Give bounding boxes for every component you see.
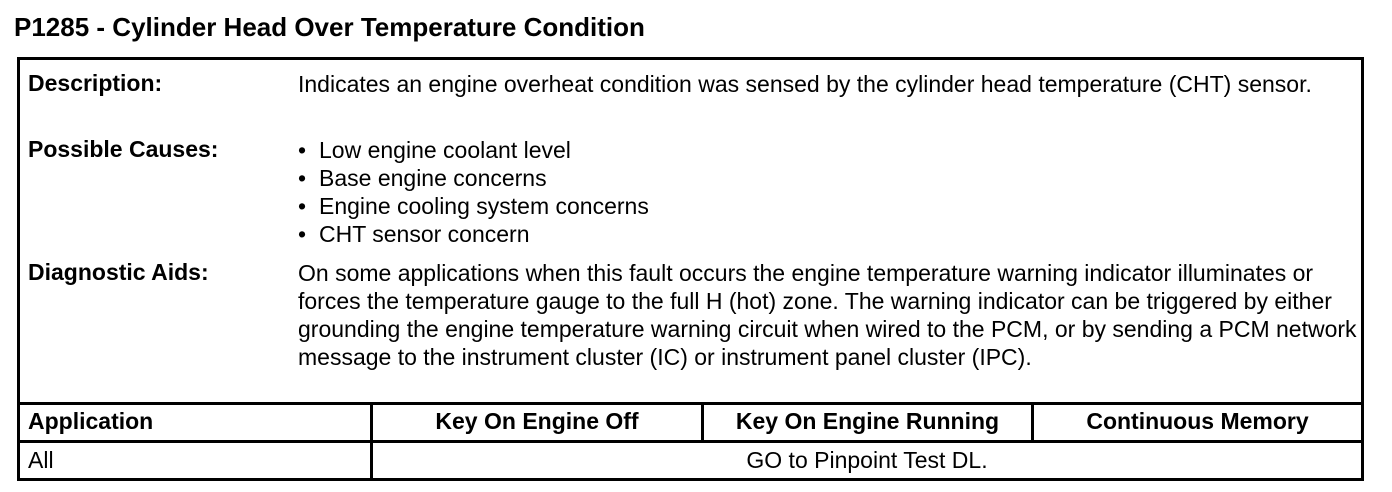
page-title: P1285 - Cylinder Head Over Temperature Condition <box>14 12 645 42</box>
dtc-info-box <box>17 57 1364 481</box>
diagnostic-aids-label: Diagnostic Aids: <box>28 259 209 285</box>
bullet-icon: • <box>298 193 307 219</box>
description-text: Indicates an engine overheat condition was sensed by the cylinder head temperature (CHT) sensor. <box>298 71 1312 97</box>
header-key-on-engine-running: Key On Engine Running <box>735 408 1000 434</box>
list-item: • Low engine coolant level <box>298 137 571 163</box>
diagnostic-aids-text: On some applications when this fault occurs the engine temperature warning indicator illuminates or forces the temperature gauge to the full H (hot) zone. The warning indicator can be triggered by either grounding the engine temperature warning circuit when wired to the PCM, or by sending a PCM network message to the instrument cluster (IC) or instrument panel cluster (IPC). <box>298 260 1357 370</box>
bullet-icon: • <box>298 165 307 191</box>
list-item: • Engine cooling system concerns <box>298 193 649 219</box>
header-application: Application <box>28 408 154 434</box>
possible-causes-list <box>298 136 1358 248</box>
header-key-on-engine-off: Key On Engine Off <box>435 408 639 434</box>
cell-action: GO to Pinpoint Test DL. <box>746 447 988 473</box>
description-label: Description: <box>28 70 163 96</box>
bullet-icon: • <box>298 221 307 247</box>
table-divider-mid <box>20 440 1361 443</box>
header-continuous-memory: Continuous Memory <box>1086 408 1309 434</box>
list-item: • Base engine concerns <box>298 165 547 191</box>
possible-causes-label: Possible Causes: <box>28 136 219 162</box>
cell-application: All <box>28 447 54 473</box>
list-item: • CHT sensor concern <box>298 221 530 247</box>
table-divider-top <box>20 402 1361 405</box>
bullet-icon: • <box>298 137 307 163</box>
